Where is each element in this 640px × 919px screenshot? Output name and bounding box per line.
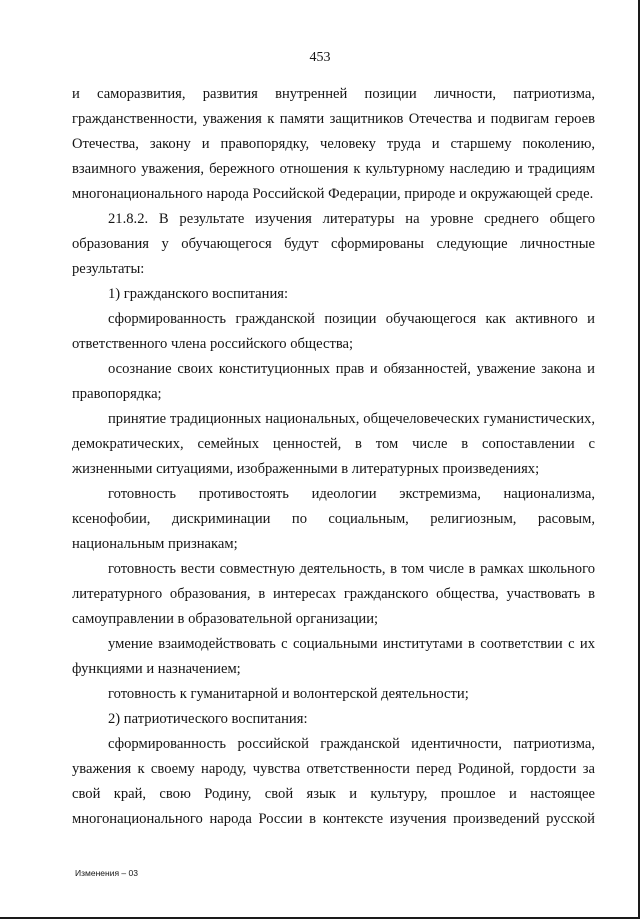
paragraph: готовность вести совместную деятельность, в том числе в рамках школьного литературного образования, в интересах гражданского общества, участвовать в самоуправлении в образовательной организации; — [72, 561, 595, 627]
paragraph: и саморазвития, развития внутренней позиции личности, патриотизма, гражданственности, уважения к памяти защитников Отечества и подвигам героев Отечества, закону и правопорядку, человеку труда и старшему поколению, взаимного уважения, бережного отношения к культурному наследию и традициям многонационального народа Российской Федерации, природе и окружающей среде. — [72, 86, 595, 202]
page-number: 453 — [309, 50, 331, 65]
paragraph: сформированность российской гражданской идентичности, патриотизма, уважения к своему народу, чувства ответственности перед Родиной, гордости за свой край, свою Родину, свой язык и культуру, прошлое и настоящее многонационального народа России в контексте изучения произведений русской — [72, 736, 595, 827]
paragraph: осознание своих конституционных прав и обязанностей, уважение закона и правопорядка; — [72, 361, 595, 402]
paragraph: принятие традиционных национальных, общечеловеческих гуманистических, демократических, семейных ценностей, в том числе в сопоставлении с жизненными ситуациями, изображенными в литературных произведениях; — [72, 411, 595, 477]
paragraph: 21.8.2. В результате изучения литературы на уровне среднего общего образования у обучающегося будут сформированы следующие личностные результаты: — [72, 211, 595, 277]
section-heading: 2) патриотического воспитания: — [108, 711, 308, 727]
paragraph: готовность противостоять идеологии экстремизма, национализма, ксенофобии, дискриминации по социальным, религиозным, расовым, национальным признакам; — [72, 486, 595, 552]
paragraph: сформированность гражданской позиции обучающегося как активного и ответственного члена российского общества; — [72, 311, 595, 352]
footer-revision: Изменения – 03 — [75, 868, 138, 878]
paragraph: умение взаимодействовать с социальными институтами в соответствии с их функциями и назначением; — [72, 636, 595, 677]
section-heading: 1) гражданского воспитания: — [108, 286, 289, 302]
body-text — [72, 82, 595, 832]
paragraph: готовность к гуманитарной и волонтерской деятельности; — [108, 686, 469, 702]
